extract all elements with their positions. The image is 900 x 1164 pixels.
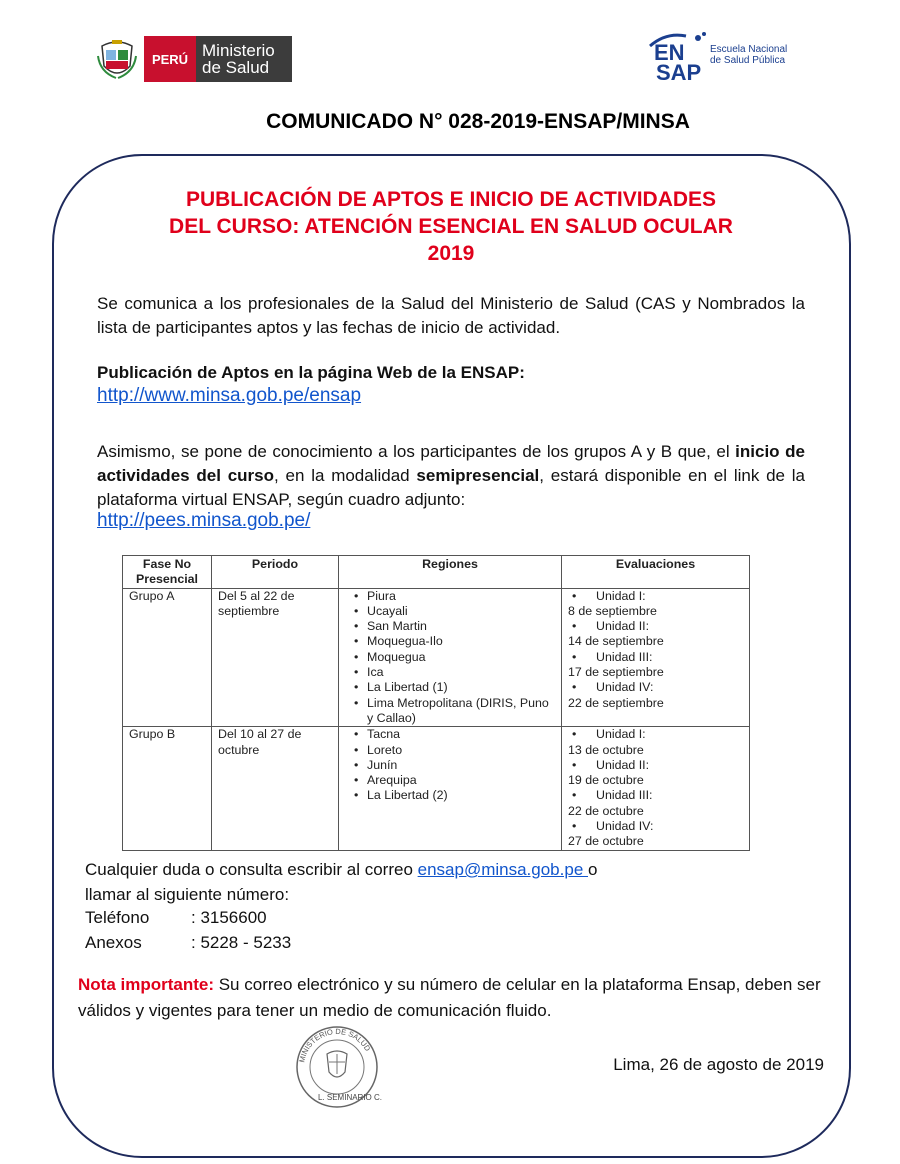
asimismo-bold1: inicio de actividades del curso: [97, 442, 805, 485]
anexos-value: : 5228 - 5233: [191, 933, 292, 952]
stamp-signatory: L. SEMINARIO C.: [317, 1093, 382, 1102]
region-item: • Moquegua-Ilo: [367, 634, 555, 649]
table-row: [123, 588, 750, 727]
eval-unit: • Unidad III:: [568, 650, 743, 665]
region-item: • Lima Metropolitana (DIRIS, Puno y Callao): [367, 696, 555, 727]
eval-date: 14 de septiembre: [568, 634, 664, 649]
ministerio-label: [196, 36, 292, 82]
eval-date: 27 de octubre: [568, 834, 644, 849]
region-item: • Ica: [367, 665, 555, 680]
eval-date: 22 de septiembre: [568, 695, 664, 710]
schedule-table: [122, 555, 750, 851]
headline-line3: 2019: [427, 242, 475, 265]
header-periodo: Periodo: [212, 556, 339, 589]
publicacion-label-text: Publicación de Aptos en la página Web de la ENSAP:: [97, 363, 525, 382]
contact-line1: [85, 857, 597, 882]
telefono-label: Teléfono: [85, 908, 150, 927]
eval-unit: • Unidad II:: [568, 619, 743, 634]
region-item: • Moquegua: [367, 650, 555, 665]
contact-line2: llamar al siguiente número:: [85, 885, 290, 904]
eval-date: 19 de octubre: [568, 773, 644, 788]
ministerio-line1: Ministerio: [202, 41, 275, 60]
ensap-web-link[interactable]: http://www.minsa.gob.pe/ensap: [97, 385, 362, 406]
headline-line1: PUBLICACIÓN DE APTOS E INICIO DE ACTIVIDADES: [185, 188, 717, 211]
telefono-row: [85, 908, 267, 928]
nota-label: Nota importante:: [78, 975, 214, 994]
peru-coat-of-arms-icon: [94, 36, 140, 82]
nota-text: Su correo electrónico y su número de celular en la plataforma Ensap, deben ser válidos y vigentes para tener un medio de comunicación fluido.: [78, 975, 821, 1020]
region-item: • La Libertad (1): [367, 680, 555, 695]
comunicado-title: COMUNICADO N° 028-2019-ENSAP/MINSA: [266, 110, 690, 133]
regiones-cell: [339, 727, 562, 850]
region-item: • Tacna: [367, 727, 555, 742]
eval-unit: • Unidad IV:: [568, 680, 743, 695]
eval-date: 8 de septiembre: [568, 603, 657, 618]
region-item: • Loreto: [367, 743, 555, 758]
eval-date: 13 de octubre: [568, 742, 644, 757]
svg-text:EN: EN: [654, 40, 685, 65]
anexos-label: Anexos: [85, 933, 142, 952]
ministerio-line2: de Salud: [202, 58, 270, 77]
ensap-name: [710, 44, 787, 66]
grupo-cell: Grupo A: [123, 588, 212, 727]
intro-paragraph: Se comunica a los profesionales de la Salud del Ministerio de Salud (CAS y Nombrados la lista de participantes aptos y las fechas de inicio de actividad.: [97, 294, 805, 337]
periodo-cell: Del 5 al 22 de septiembre: [212, 588, 339, 727]
eval-unit: • Unidad IV:: [568, 819, 743, 834]
asimismo-part3: , estará disponible en el link de la plataforma virtual ENSAP, según cuadro adjunto:: [97, 466, 806, 509]
minsa-logo: [94, 34, 292, 84]
pees-platform-link[interactable]: http://pees.minsa.gob.pe/: [97, 510, 311, 531]
telefono-value: : 3156600: [191, 908, 267, 927]
asimismo-bold2: semipresencial: [416, 466, 540, 485]
anexos-row: [85, 933, 291, 953]
contact-text: Cualquier duda o consulta escribir al correo: [85, 860, 418, 879]
region-item: • Ucayali: [367, 604, 555, 619]
eval-unit: • Unidad II:: [568, 758, 743, 773]
evaluaciones-cell: [562, 588, 750, 727]
asimismo-part1: Asimismo, se pone de conocimiento a los participantes de los grupos A y B que, el: [97, 442, 736, 461]
contact-text-after: o: [588, 860, 598, 879]
table-header-row: [123, 556, 750, 589]
ensap-line2: de Salud Pública: [710, 55, 786, 66]
header-evaluaciones: Evaluaciones: [562, 556, 750, 589]
headline-line2: DEL CURSO: ATENCIÓN ESENCIAL EN SALUD OCULAR: [169, 215, 733, 238]
eval-date: 17 de septiembre: [568, 665, 664, 680]
asimismo-part2: , en la modalidad: [274, 466, 417, 485]
table-row: [123, 727, 750, 850]
region-item: • La Libertad (2): [367, 788, 555, 803]
region-item: • San Martin: [367, 619, 555, 634]
svg-text:MINISTERIO DE SALUD: MINISTERIO DE SALUD: [297, 1026, 373, 1064]
header-fase: Fase No Presencial: [123, 556, 212, 589]
region-item: • Arequipa: [367, 773, 555, 788]
region-item: • Junín: [367, 758, 555, 773]
svg-text:SAP: SAP: [656, 60, 702, 84]
peru-label: PERÚ: [144, 36, 196, 82]
eval-unit: • Unidad III:: [568, 788, 743, 803]
eval-unit: • Unidad I:: [568, 727, 743, 742]
headline: [100, 186, 802, 267]
publicacion-label: [97, 361, 805, 385]
periodo-cell: Del 10 al 27 de octubre: [212, 727, 339, 850]
evaluaciones-cell: [562, 727, 750, 850]
email-link[interactable]: ensap@minsa.gob.pe: [417, 860, 588, 879]
ensap-line1: Escuela Nacional: [710, 44, 788, 55]
document-date: Lima, 26 de agosto de 2019: [613, 1055, 824, 1074]
header-regiones: Regiones: [339, 556, 562, 589]
regiones-cell: [339, 588, 562, 727]
eval-unit: • Unidad I:: [568, 589, 743, 604]
eval-date: 22 de octubre: [568, 803, 644, 818]
grupo-cell: Grupo B: [123, 727, 212, 850]
region-item: • Piura: [367, 589, 555, 604]
asimismo-paragraph: [97, 440, 805, 512]
nota-importante: [78, 972, 828, 1024]
